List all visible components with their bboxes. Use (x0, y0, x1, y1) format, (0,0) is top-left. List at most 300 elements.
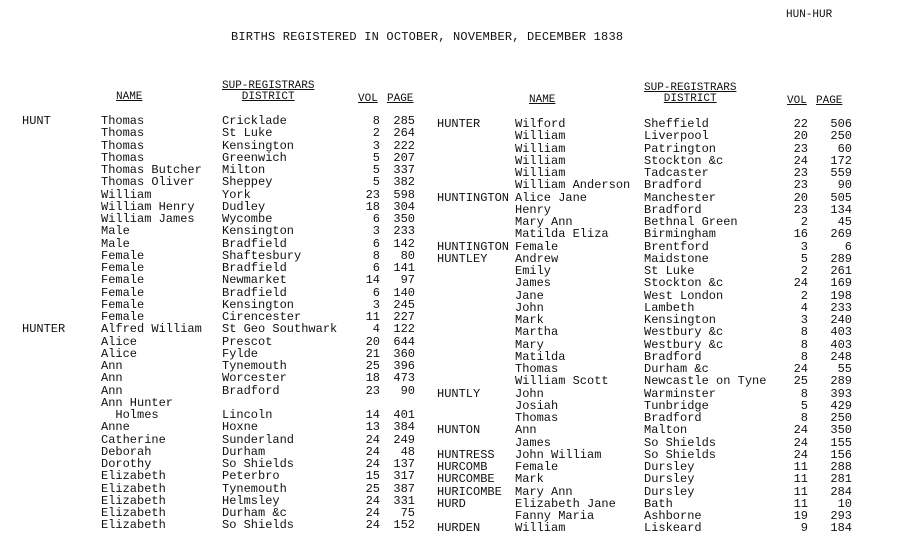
volume-cell: 16 (793, 227, 808, 242)
district-cell: Kensington (644, 313, 717, 327)
page-number-cell: 261 (830, 264, 852, 278)
district-cell: Kensington (222, 138, 295, 153)
district-cell: Tunbridge (644, 398, 709, 413)
district-cell: Sunderland (222, 432, 295, 447)
volume-cell: 8 (372, 114, 380, 128)
page-number-cell: 289 (830, 374, 852, 389)
district-cell: Warminster (644, 386, 717, 401)
forename-cell: Elizabeth (101, 518, 166, 533)
surname-cell: HURD (437, 496, 466, 511)
district-cell: Durham &c (644, 362, 709, 376)
surname-cell: HUNTRESS (437, 447, 495, 462)
forename-cell: Female (101, 273, 145, 288)
page-number-cell: 387 (393, 481, 415, 496)
forename-cell: Wilford (515, 117, 566, 131)
left-name-header: NAME (116, 91, 143, 103)
page-number-cell: 249 (393, 432, 415, 447)
volume-cell: 5 (800, 251, 808, 266)
forename-cell: Elizabeth (101, 506, 166, 520)
page-number-cell: 393 (830, 386, 852, 401)
left-district-header: SUP-REGISTRARS DISTRICT (222, 80, 315, 103)
page-number-cell: 281 (830, 472, 852, 487)
forename-cell: Thomas (515, 411, 559, 425)
page-number-cell: 184 (830, 521, 852, 535)
volume-cell: 8 (372, 248, 380, 263)
volume-cell: 20 (793, 129, 808, 144)
forename-cell: Mark (515, 472, 544, 487)
volume-cell: 22 (793, 117, 808, 131)
volume-cell: 15 (365, 469, 380, 484)
district-cell: Stockton &c (644, 153, 724, 168)
volume-cell: 9 (800, 521, 808, 535)
page-number-cell: 97 (400, 273, 415, 288)
page-number-cell: 505 (830, 190, 852, 205)
forename-cell: Josiah (515, 398, 559, 413)
forename-cell: Female (101, 261, 145, 275)
volume-cell: 2 (800, 264, 808, 278)
district-cell: Bradford (644, 202, 702, 217)
page-number-cell: 429 (830, 398, 852, 413)
district-cell: Stockton &c (644, 276, 724, 291)
volume-cell: 11 (793, 484, 808, 499)
page-number-cell: 337 (393, 163, 415, 177)
page-number-cell: 233 (393, 224, 415, 239)
forename-cell: William Anderson (515, 178, 631, 193)
district-cell: Bradfield (222, 236, 287, 251)
district-cell: So Shields (644, 435, 717, 450)
page-number-cell: 250 (830, 411, 852, 425)
register-entry (0, 434, 440, 446)
district-cell: Liverpool (644, 129, 709, 144)
page-number-cell: 90 (400, 383, 415, 398)
volume-cell: 6 (372, 285, 380, 300)
district-cell: Bradford (644, 178, 702, 193)
register-entry (0, 336, 440, 348)
volume-cell: 24 (365, 444, 380, 459)
page-number-cell: 10 (837, 496, 852, 511)
district-cell: Bradford (644, 349, 702, 364)
page-number-cell: 403 (830, 325, 852, 340)
forename-cell: Female (101, 297, 145, 312)
volume-cell: 24 (365, 493, 380, 508)
forename-cell: Female (101, 285, 145, 300)
page-number-cell: 60 (837, 141, 852, 156)
district-cell: Malton (644, 423, 688, 438)
volume-cell: 24 (793, 423, 808, 438)
district-cell: Durham &c (222, 506, 287, 520)
forename-cell: John (515, 300, 544, 315)
district-cell: Bradford (222, 383, 280, 398)
register-entry (430, 388, 900, 400)
page-number-cell: 240 (830, 313, 852, 327)
register-entry (430, 290, 900, 302)
volume-cell: 18 (365, 371, 380, 386)
page-number-cell: 401 (393, 408, 415, 422)
district-cell: So Shields (222, 518, 295, 533)
district-cell: Cricklade (222, 114, 287, 128)
district-cell: So Shields (222, 457, 295, 471)
page-number-cell: 48 (400, 444, 415, 459)
register-entry (0, 127, 440, 139)
page-title: BIRTHS REGISTERED IN OCTOBER, NOVEMBER, DECEMBER 1838 (231, 30, 624, 44)
district-cell: Lincoln (222, 408, 273, 422)
page-number-cell: 360 (393, 346, 415, 361)
forename-cell: John William (515, 447, 602, 462)
volume-cell: 25 (365, 359, 380, 373)
forename-cell: Matilda (515, 349, 566, 364)
volume-cell: 8 (800, 349, 808, 364)
district-cell: Bradfield (222, 261, 287, 275)
forename-cell: Jane (515, 288, 544, 303)
volume-cell: 25 (365, 481, 380, 496)
page-number-cell: 134 (830, 202, 852, 217)
volume-cell: 14 (365, 273, 380, 288)
volume-cell: 6 (372, 236, 380, 251)
district-cell: Dudley (222, 199, 266, 214)
page-number-cell: 245 (393, 297, 415, 312)
forename-cell: Matilda Eliza (515, 227, 609, 242)
register-entry (0, 287, 440, 299)
volume-cell: 21 (365, 346, 380, 361)
forename-cell: Male (101, 236, 130, 251)
page-number-cell: 403 (830, 337, 852, 352)
register-entry (0, 238, 440, 250)
surname-cell: HUNTLEY (437, 251, 488, 266)
volume-cell: 11 (793, 496, 808, 511)
page-number-cell: 396 (393, 359, 415, 373)
district-cell: Dursley (644, 484, 695, 499)
forename-cell: James (515, 435, 552, 450)
forename-cell: James (515, 276, 552, 291)
district-cell: Newcastle on Tyne (644, 374, 767, 389)
district-cell: St Luke (222, 126, 273, 141)
volume-cell: 8 (800, 325, 808, 340)
district-cell: Liskeard (644, 521, 702, 535)
forename-cell: Ann (515, 423, 537, 438)
forename-cell: William Scott (515, 374, 609, 389)
volume-cell: 8 (800, 411, 808, 425)
district-cell: Bath (644, 496, 673, 511)
volume-cell: 24 (365, 457, 380, 471)
forename-cell: Alice (101, 346, 138, 361)
district-cell: Prescot (222, 334, 273, 349)
volume-cell: 23 (365, 187, 380, 202)
page-number-cell: 222 (393, 138, 415, 153)
forename-cell: Mary Ann (515, 215, 573, 229)
forename-cell: William James (101, 212, 195, 226)
forename-cell: Emily (515, 264, 552, 278)
district-cell: Bradford (644, 411, 702, 425)
district-cell: Dursley (644, 472, 695, 487)
register-entry (430, 228, 900, 240)
forename-cell: Mary Ann (515, 484, 573, 499)
volume-cell: 11 (365, 310, 380, 324)
page-number-cell: 384 (393, 420, 415, 435)
page-number-cell: 559 (830, 166, 852, 180)
volume-cell: 20 (365, 334, 380, 349)
forename-cell: Thomas (515, 362, 559, 376)
district-cell: Ashborne (644, 509, 702, 523)
volume-cell: 5 (372, 163, 380, 177)
forename-cell: Ann (101, 371, 123, 386)
surname-cell: HUNTER (437, 117, 481, 131)
district-cell: West London (644, 288, 724, 303)
forename-cell: Thomas (101, 150, 145, 165)
volume-cell: 23 (793, 178, 808, 193)
register-entry (430, 486, 900, 498)
forename-cell: Alfred William (101, 322, 202, 337)
page-number-cell: 598 (393, 187, 415, 202)
forename-cell: William (515, 166, 566, 180)
register-entry (0, 176, 440, 188)
page-number-cell: 304 (393, 199, 415, 214)
page-number-cell: 288 (830, 460, 852, 474)
page-number-cell: 285 (393, 114, 415, 128)
page-number-cell: 293 (830, 509, 852, 523)
forename-cell: Ann (101, 359, 123, 373)
forename-cell: Elizabeth (101, 469, 166, 484)
page-number-cell: 506 (830, 117, 852, 131)
page-number-cell: 122 (393, 322, 415, 337)
page-number-cell: 45 (837, 215, 852, 229)
district-cell: St Geo Southwark (222, 322, 338, 337)
district-cell: Birmingham (644, 227, 717, 242)
volume-cell: 14 (365, 408, 380, 422)
page-number-cell: 227 (393, 310, 415, 324)
surname-cell: HURDEN (437, 521, 481, 535)
district-cell: Fylde (222, 346, 259, 361)
volume-cell: 24 (793, 435, 808, 450)
volume-cell: 23 (793, 141, 808, 156)
volume-cell: 6 (372, 212, 380, 226)
district-cell: Durham (222, 444, 266, 459)
register-entry (430, 437, 900, 449)
forename-cell: Andrew (515, 251, 559, 266)
district-cell: Sheppey (222, 175, 273, 190)
volume-cell: 25 (793, 374, 808, 389)
forename-cell: Ann (101, 383, 123, 398)
volume-cell: 13 (365, 420, 380, 435)
volume-cell: 24 (793, 153, 808, 168)
surname-cell: HURCOMB (437, 460, 488, 474)
forename-cell: William (515, 521, 566, 535)
volume-cell: 18 (365, 199, 380, 214)
register-entry (0, 483, 440, 495)
page-number-cell: 142 (393, 236, 415, 251)
forename-cell: Holmes (101, 408, 159, 422)
register-entry (0, 323, 440, 335)
district-cell: Lambeth (644, 300, 695, 315)
page-number-cell: 382 (393, 175, 415, 190)
register-entry (430, 277, 900, 289)
page-number-cell: 156 (830, 447, 852, 462)
district-cell: Helmsley (222, 493, 280, 508)
forename-cell: Henry (515, 202, 552, 217)
surname-cell: HUNTON (437, 423, 481, 438)
volume-cell: 24 (365, 518, 380, 533)
page-number-cell: 350 (830, 423, 852, 438)
page-number-cell: 248 (830, 349, 852, 364)
forename-cell: Female (101, 248, 145, 263)
district-cell: St Luke (644, 264, 695, 278)
page-number-cell: 331 (393, 493, 415, 508)
register-entry (0, 372, 440, 384)
right-district-header: SUP-REGISTRARS DISTRICT (644, 82, 737, 105)
forename-cell: Catherine (101, 432, 166, 447)
forename-cell: Female (515, 239, 559, 254)
volume-cell: 5 (372, 150, 380, 165)
left-page-header: PAGE (387, 93, 414, 105)
volume-cell: 24 (365, 432, 380, 447)
district-cell: Tadcaster (644, 166, 709, 180)
district-cell: Bradfield (222, 285, 287, 300)
forename-cell: Elizabeth Jane (515, 496, 616, 511)
surname-cell: HUNTER (22, 322, 66, 337)
register-entry (0, 274, 440, 286)
page-number-cell: 137 (393, 457, 415, 471)
volume-cell: 24 (793, 362, 808, 376)
page-number-cell: 169 (830, 276, 852, 291)
register-entry (430, 130, 900, 142)
forename-cell: Female (101, 310, 145, 324)
forename-cell: William Henry (101, 199, 195, 214)
surname-cell: HUNT (22, 114, 51, 128)
page-number-cell: 80 (400, 248, 415, 263)
volume-cell: 3 (372, 297, 380, 312)
surname-cell: HUNTINGTON (437, 190, 510, 205)
register-entry (0, 189, 440, 201)
page-number-cell: 207 (393, 150, 415, 165)
district-cell: York (222, 187, 251, 202)
right-name-header: NAME (529, 94, 556, 106)
volume-cell: 24 (365, 506, 380, 520)
volume-cell: 24 (793, 447, 808, 462)
page-number-cell: 284 (830, 484, 852, 499)
district-cell: Milton (222, 163, 266, 177)
forename-cell: Dorothy (101, 457, 152, 471)
district-cell: Patrington (644, 141, 717, 156)
volume-cell: 24 (793, 276, 808, 291)
volume-cell: 4 (372, 322, 380, 337)
register-entry (430, 522, 900, 534)
forename-cell: Thomas (101, 126, 145, 141)
volume-cell: 4 (800, 300, 808, 315)
volume-cell: 8 (800, 386, 808, 401)
forename-cell: Fanny Maria (515, 509, 595, 523)
volume-cell: 3 (372, 138, 380, 153)
forename-cell: Thomas Oliver (101, 175, 195, 190)
district-cell: Sheffield (644, 117, 709, 131)
volume-cell: 23 (365, 383, 380, 398)
district-cell: Cirencester (222, 310, 302, 324)
page-number-cell: 155 (830, 435, 852, 450)
forename-cell: William (515, 129, 566, 144)
volume-cell: 5 (372, 175, 380, 190)
page-number-cell: 141 (393, 261, 415, 275)
forename-cell: Elizabeth (101, 481, 166, 496)
forename-cell: William (515, 153, 566, 168)
page-number-cell: 140 (393, 285, 415, 300)
forename-cell: Deborah (101, 444, 152, 459)
district-cell: Bethnal Green (644, 215, 738, 229)
register-entry (430, 339, 900, 351)
surname-cell: HUNTLY (437, 386, 481, 401)
page-number-cell: 198 (830, 288, 852, 303)
register-entry (430, 473, 900, 485)
volume-cell: 2 (372, 126, 380, 141)
register-entry (430, 192, 900, 204)
volume-cell: 2 (800, 288, 808, 303)
volume-cell: 3 (372, 224, 380, 239)
forename-cell: Anne (101, 420, 130, 435)
volume-cell: 5 (800, 398, 808, 413)
district-cell: Worcester (222, 371, 287, 386)
forename-cell: Female (515, 460, 559, 474)
page-number-cell: 172 (830, 153, 852, 168)
forename-cell: Mark (515, 313, 544, 327)
district-cell: Shaftesbury (222, 248, 302, 263)
volume-cell: 8 (800, 337, 808, 352)
volume-cell: 6 (372, 261, 380, 275)
register-entry (430, 179, 900, 191)
district-cell: So Shields (644, 447, 717, 462)
district-cell: Kensington (222, 224, 295, 239)
register-entry (430, 143, 900, 155)
right-vol-header: VOL (787, 95, 807, 107)
register-entry (0, 421, 440, 433)
district-cell: Westbury &c (644, 325, 724, 340)
district-cell: Maidstone (644, 251, 709, 266)
district-cell: Tynemouth (222, 481, 287, 496)
volume-cell: 23 (793, 166, 808, 180)
page-number-cell: 6 (844, 239, 852, 254)
page-index-code: HUN-HUR (786, 9, 833, 21)
page-number-cell: 90 (837, 178, 852, 193)
volume-cell: 23 (793, 202, 808, 217)
district-cell: Manchester (644, 190, 717, 205)
page-number-cell: 473 (393, 371, 415, 386)
page-number-cell: 269 (830, 227, 852, 242)
page-number-cell: 152 (393, 518, 415, 533)
volume-cell: 19 (793, 509, 808, 523)
forename-cell: Male (101, 224, 130, 239)
district-cell: Newmarket (222, 273, 287, 288)
page-number-cell: 350 (393, 212, 415, 226)
left-register-list (0, 115, 440, 532)
right-page-header: PAGE (816, 95, 843, 107)
surname-cell: HURICOMBE (437, 484, 502, 499)
page-number-cell: 250 (830, 129, 852, 144)
register-entry (430, 326, 900, 338)
page-number-cell: 644 (393, 334, 415, 349)
page-number-cell: 233 (830, 300, 852, 315)
district-cell: Wycombe (222, 212, 273, 226)
surname-cell: HUNTINGTON (437, 239, 510, 254)
register-entry (430, 375, 900, 387)
volume-cell: 11 (793, 472, 808, 487)
forename-cell: Ann Hunter (101, 395, 174, 410)
district-cell: Dursley (644, 460, 695, 474)
district-cell: Westbury &c (644, 337, 724, 352)
register-entry (0, 470, 440, 482)
district-cell: Tynemouth (222, 359, 287, 373)
forename-cell: Thomas (101, 138, 145, 153)
forename-cell: Elizabeth (101, 493, 166, 508)
forename-cell: John (515, 386, 544, 401)
forename-cell: Martha (515, 325, 559, 340)
forename-cell: Alice (101, 334, 138, 349)
district-cell: Hoxne (222, 420, 259, 435)
